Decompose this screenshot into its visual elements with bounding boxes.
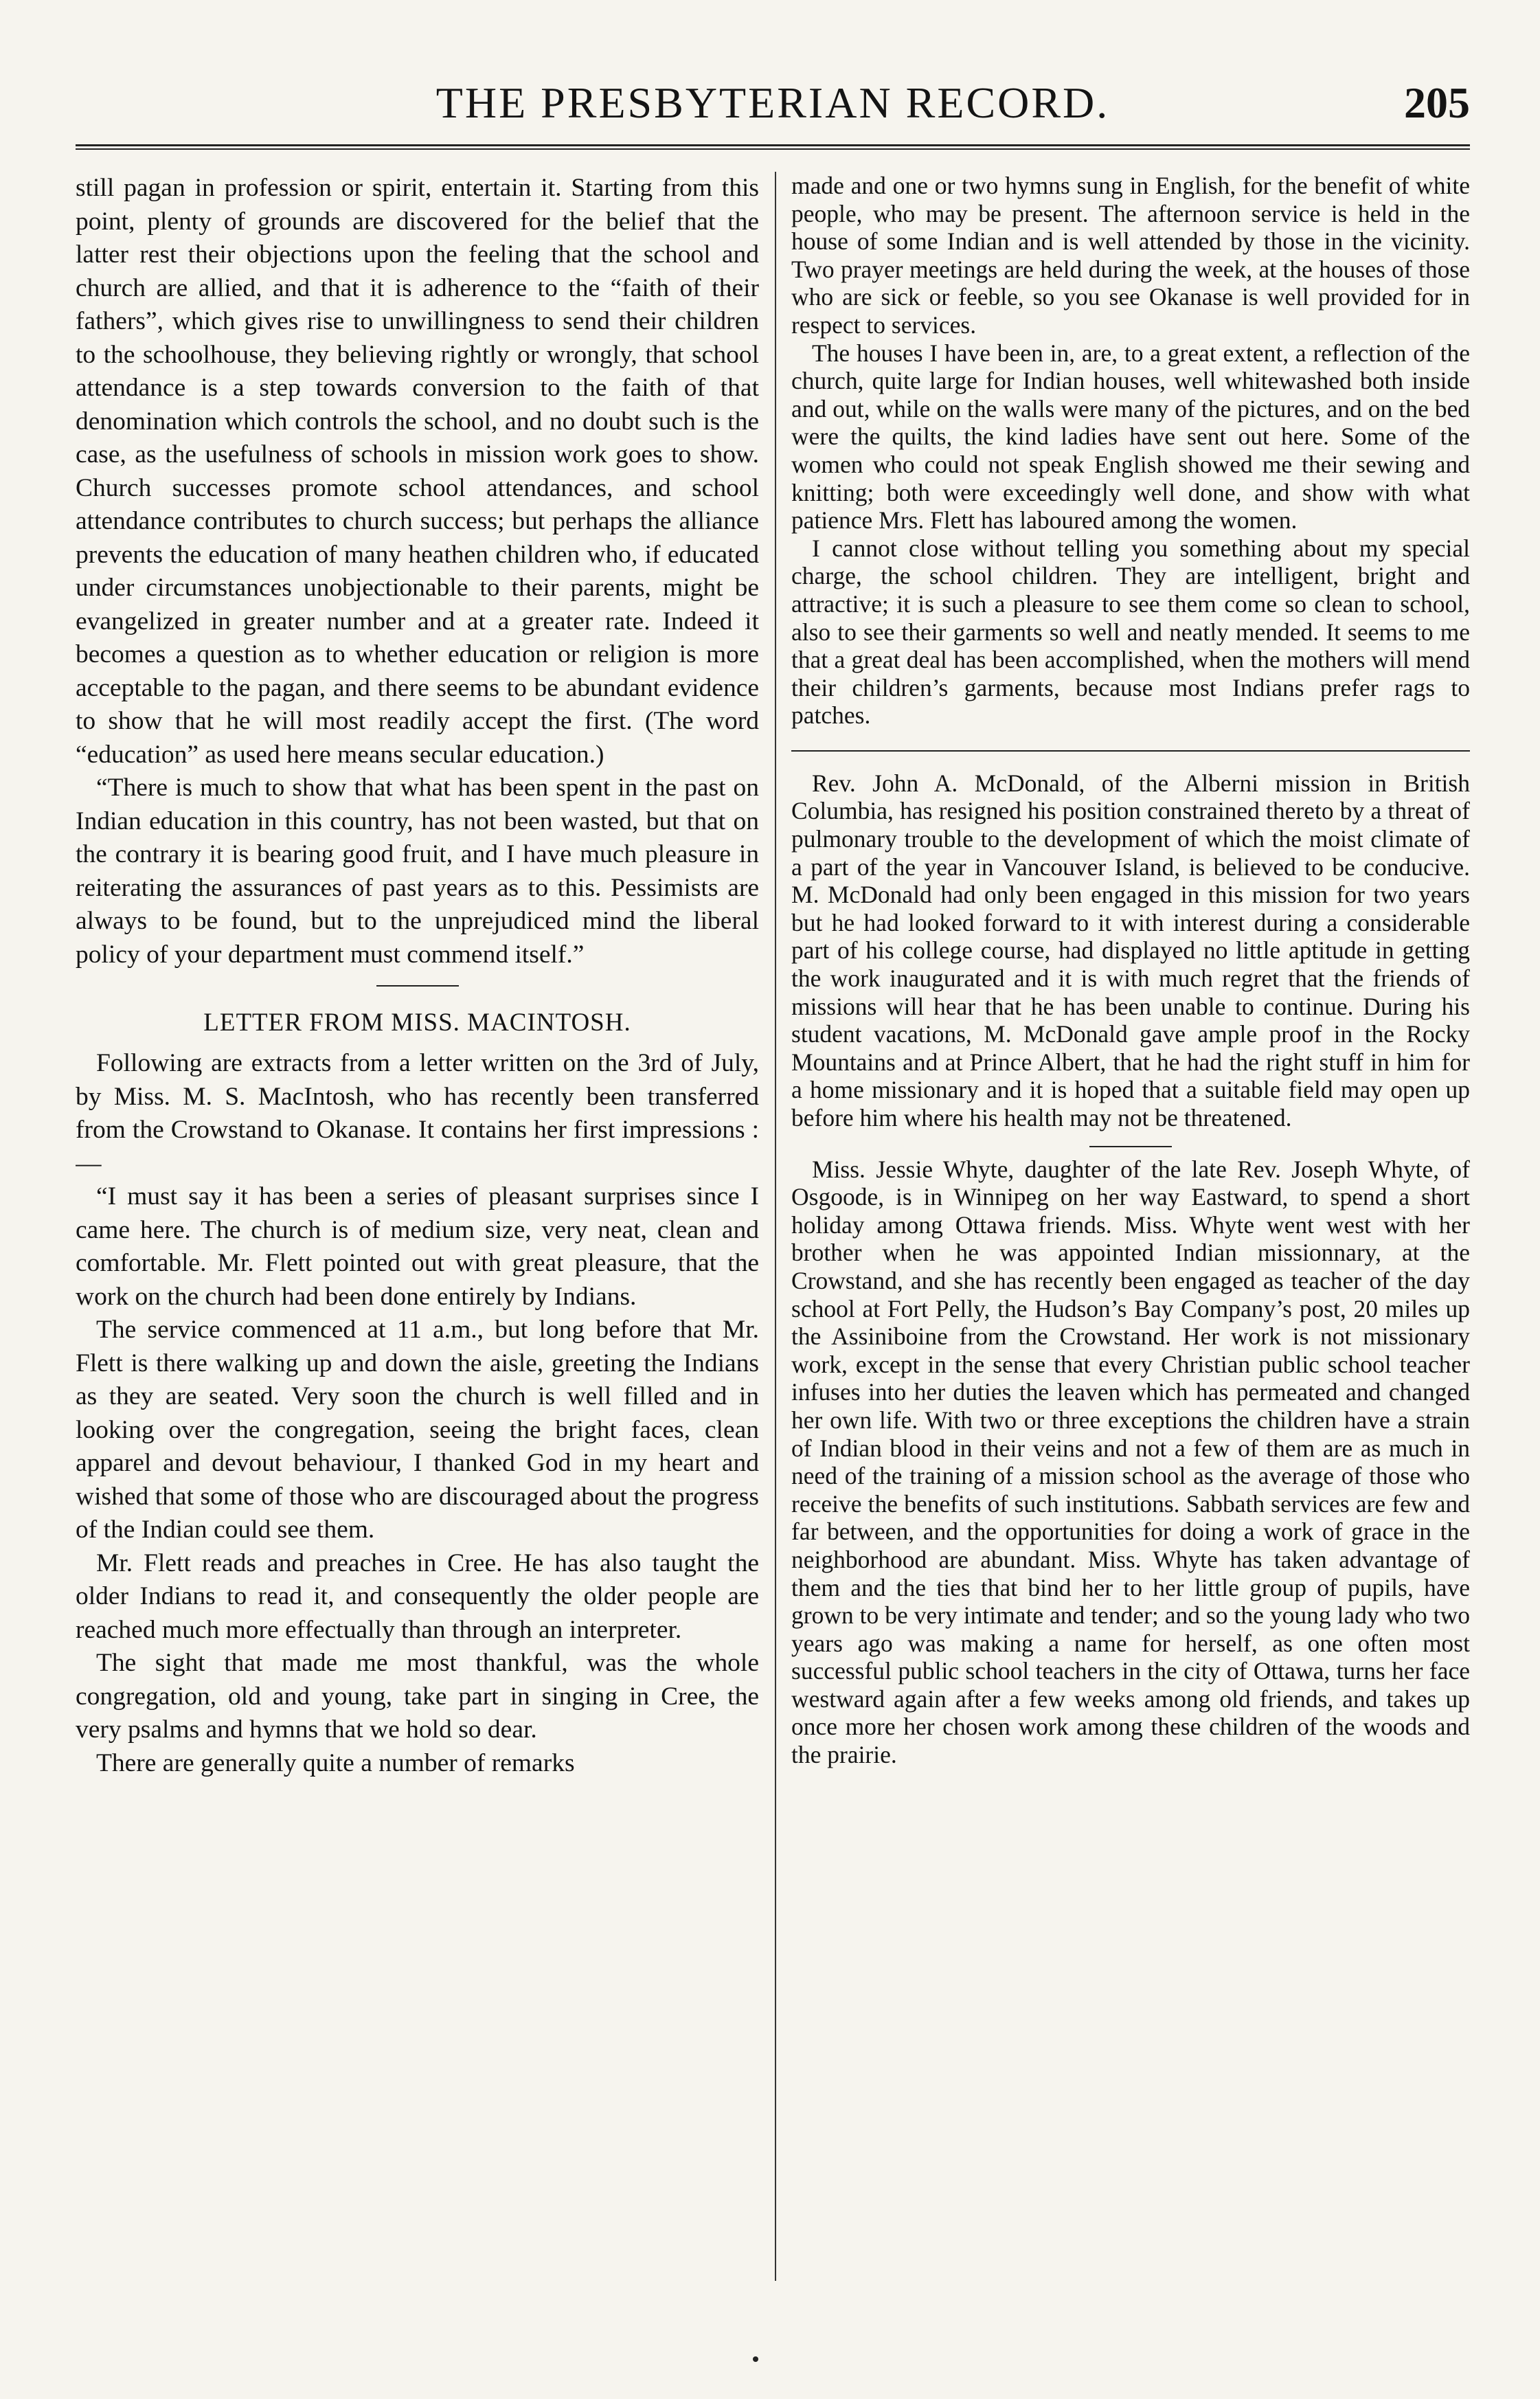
publication-title: THE PRESBYTERIAN RECORD. — [435, 78, 1110, 127]
right-paragraph-4: Rev. John A. McDonald, of the Alberni mission in British Columbia, has resigned his position constrained thereto by a threat of pulmonary trouble to the development of which the moist climate of a part of the year in Vancouver Island, is believed to be conducive. M. McDonald had only been engaged in this mission for two years but he had looked forward to it with interest during a considerable part of his college course, had displayed no little aptitude in getting the work inaugurated and it is with much regret that the friends of missions will hear that he has been unable to continue. During his student vacations, M. McDonald gave ample proof in the Rocky Mountains and at Prince Albert, that he had the right stuff in him for a home missionary and it is hoped that a suitable field may open up before him where his health may not be threatened. — [791, 769, 1470, 1131]
left-paragraph-8: There are generally quite a number of remarks — [96, 1748, 575, 1777]
left-paragraph-3: Following are extracts from a letter written on the 3rd of July, by Miss. M. S. MacIntosh, who has recently been transferred from the Crowstand to Okanase. It contains her first impressions :— — [76, 1049, 759, 1178]
right-column — [791, 172, 1470, 2274]
section-divider-long — [791, 750, 1470, 752]
right-paragraph-2: The houses I have been in, are, to a great extent, a reflection of the church, quite large for Indian houses, well whitewashed both inside and out, while on the walls were many of the pictures, and on the bed were the quilts, the kind ladies have sent out here. Some of the women who could not speak English showed me their sewing and knitting; both were exceedingly well done, and show with what patience Mrs. Flett has laboured among the women. — [791, 339, 1470, 534]
left-paragraph-1: still pagan in profession or spirit, entertain it. Starting from this point, plenty of grounds are discovered for the belief that the latter rest their objections upon the feeling that the school and church are allied, and that it is adherence to the “faith of their fathers”, which gives rise to unwillingness to send their children to the schoolhouse, they believing rightly or wrongly, that school attendance is a step towards conversion to the faith of that denomination which controls the school, and no doubt such is the case, as the usefulness of schools in mission work goes to show. Church successes promote school attendances, and school attendance contributes to church success; but perhaps the alliance prevents the education of many heathen children who, if educated under circumstances unobjectionable to their parents, might be evangelized in greater number and at a greater rate. Indeed it becomes a question as to whether education or religion is more acceptable to the pagan, and there seems to be abundant evidence to show that he will most readily accept the first. (The word “education” as used here means secular education.) — [76, 174, 759, 769]
footer-dot — [753, 2356, 758, 2362]
left-paragraph-2: “There is much to show that what has been spent in the past on Indian education in this country, has not been wasted, but that on the contrary it is bearing good fruit, and I have much pleasure in reiterating the assurances of past years as to this. Pessimists are always to be found, but to the unprejudiced mind the liberal policy of your department must commend itself.” — [76, 774, 759, 969]
right-paragraph-3: I cannot close without telling you something about my special charge, the school children. They are intelligent, bright and attractive; it is such a pleasure to see them come so clean to school, also to see their garments so well and neatly mended. It seems to me that a great deal has been accomplished, when the mothers will mend their children’s garments, because most Indians prefer rags to patches. — [791, 534, 1470, 730]
column-divider — [775, 172, 776, 2281]
right-paragraph-5: Miss. Jessie Whyte, daughter of the late Rev. Joseph Whyte, of Osgoode, is in Winnipeg on her way Eastward, to spend a short holiday among Ottawa friends. Miss. Whyte went west with her brother when he was appointed Indian missionnary, at the Crowstand, and she has recently been engaged as teacher of the day school at Fort Pelly, the Hudson’s Bay Company’s post, 20 miles up the Assiniboine from the Crowstand. Her work is not missionary work, except in the sense that every Christian public school teacher infuses into her duties the leaven which has permeated and changed her own life. With two or three exceptions the children have a strain of Indian blood in their veins and not a few of them are as much in need of the training of a mission school as the average of those who receive the benefits of such institutions. Sabbath services are few and far between, and the opportunities for doing a work of grace in the neighborhood are abundant. Miss. Whyte has taken advantage of them and the ties that bind her to her little group of pupils, have grown to be very intimate and tender; and so the young lady who two years ago was making a name for herself, as one often most successful public school teachers in the city of Ottawa, turns her face westward again after a few weeks among old friends, and takes up once more her chosen work among these children of the woods and the prairie. — [791, 1155, 1470, 1769]
left-column — [76, 172, 759, 2274]
left-paragraph-7: The sight that made me most thankful, was the whole congregation, old and young, take part in singing in Cree, the very psalms and hymns that we hold so dear. — [76, 1649, 759, 1744]
left-paragraph-4: “I must say it has been a series of pleasant surprises since I came here. The church is of medium size, very neat, clean and comfortable. Mr. Flett pointed out with great pleasure, that the work on the church had been done entirely by Indians. — [76, 1182, 759, 1311]
section-divider — [376, 985, 459, 987]
right-paragraph-1: made and one or two hymns sung in English, for the benefit of white people, who may be present. The afternoon service is held in the house of some Indian and is well attended by those in the vicinity. Two prayer meetings are held during the week, at the houses of those who are sick or feeble, so you see Okanase is well provided for in respect to services. — [791, 172, 1470, 339]
newspaper-page — [76, 0, 1470, 2399]
article-heading: LETTER FROM MISS. MACINTOSH. — [203, 1009, 631, 1037]
left-paragraph-6: Mr. Flett reads and preaches in Cree. He has also taught the older Indians to read it, and consequently the older people are reached much more effectually than through an interpreter. — [76, 1548, 759, 1644]
header-rule — [76, 144, 1470, 150]
section-divider-short — [1089, 1146, 1172, 1147]
page-header — [76, 72, 1470, 134]
left-paragraph-5: The service commenced at 11 a.m., but long before that Mr. Flett is there walking up and down the aisle, greeting the Indians as they are seated. Very soon the church is well filled and in looking over the congregation, seeing the bright faces, clean apparel and devout behaviour, I thanked God in my heart and wished that some of those who are discouraged about the progress of the Indian could see them. — [76, 1316, 759, 1544]
page-number: 205 — [1404, 78, 1470, 127]
